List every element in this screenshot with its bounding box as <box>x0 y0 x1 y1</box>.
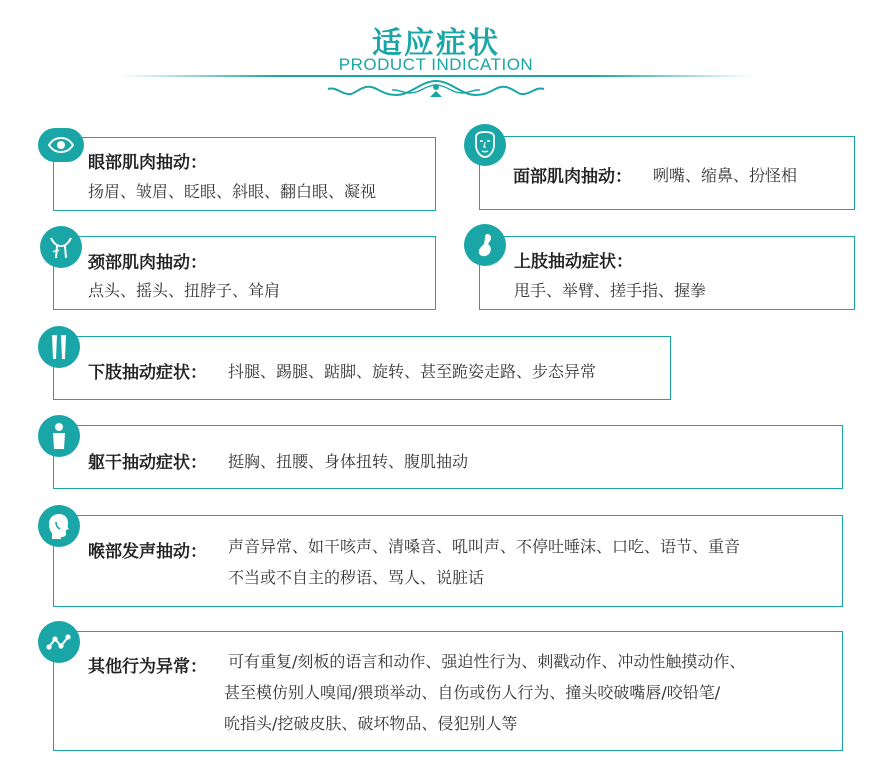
lower-limb-label: 下肢抽动症状： <box>88 363 207 383</box>
face-label: 面部肌肉抽动： <box>513 167 632 187</box>
trunk-label: 躯干抽动症状： <box>88 453 207 473</box>
eye-text: 扬眉、皱眉、眨眼、斜眼、翻白眼、凝视 <box>88 182 377 201</box>
wave-icon <box>38 621 80 663</box>
neck-icon <box>40 226 82 268</box>
face-icon <box>464 124 506 166</box>
throat-text-line: 不当或不自主的秽语、骂人、说脏话 <box>228 568 485 587</box>
throat-text-line: 声音异常、如干咳声、清嗓音、吼叫声、不停吐唾沫、口吃、语节、重音 <box>228 537 741 556</box>
page-header <box>0 0 872 110</box>
face-text: 咧嘴、缩鼻、扮怪相 <box>653 166 798 185</box>
trunk-text: 挺胸、扭腰、身体扭转、腹肌抽动 <box>228 452 469 471</box>
legs-icon <box>38 326 80 368</box>
eye-icon <box>38 128 84 162</box>
neck-label: 颈部肌肉抽动： <box>88 253 207 273</box>
ornament-icon <box>326 77 546 101</box>
other-text-line: 吮指头/挖破皮肤、破坏物品、侵犯别人等 <box>224 714 518 733</box>
lower-limb-text: 抖腿、踢腿、踮脚、旋转、甚至跪姿走路、步态异常 <box>228 362 597 381</box>
upper-limb-text: 甩手、举臂、搓手指、握拳 <box>514 281 707 300</box>
other-text <box>224 646 746 739</box>
page-subtitle: PRODUCT INDICATION <box>338 55 534 74</box>
other-text-line: 可有重复/刻板的语言和动作、强迫性行为、刺戳动作、冲动性触摸动作、 <box>228 652 746 671</box>
arm-icon <box>464 224 506 266</box>
page-title: 适应症状 <box>372 26 500 61</box>
other-label: 其他行为异常： <box>88 657 207 677</box>
neck-text: 点头、摇头、扭脖子、耸肩 <box>88 281 281 300</box>
other-text-line: 甚至模仿别人嗅闻/猥琐举动、自伤或伤人行为、撞头咬破嘴唇/咬铅笔/ <box>224 683 721 702</box>
head-profile-icon <box>38 505 80 547</box>
throat-label: 喉部发声抽动： <box>88 542 207 562</box>
throat-text <box>228 531 740 593</box>
upper-limb-label: 上肢抽动症状： <box>514 252 633 272</box>
torso-icon <box>38 415 80 457</box>
eye-label: 眼部肌肉抽动： <box>88 153 207 173</box>
